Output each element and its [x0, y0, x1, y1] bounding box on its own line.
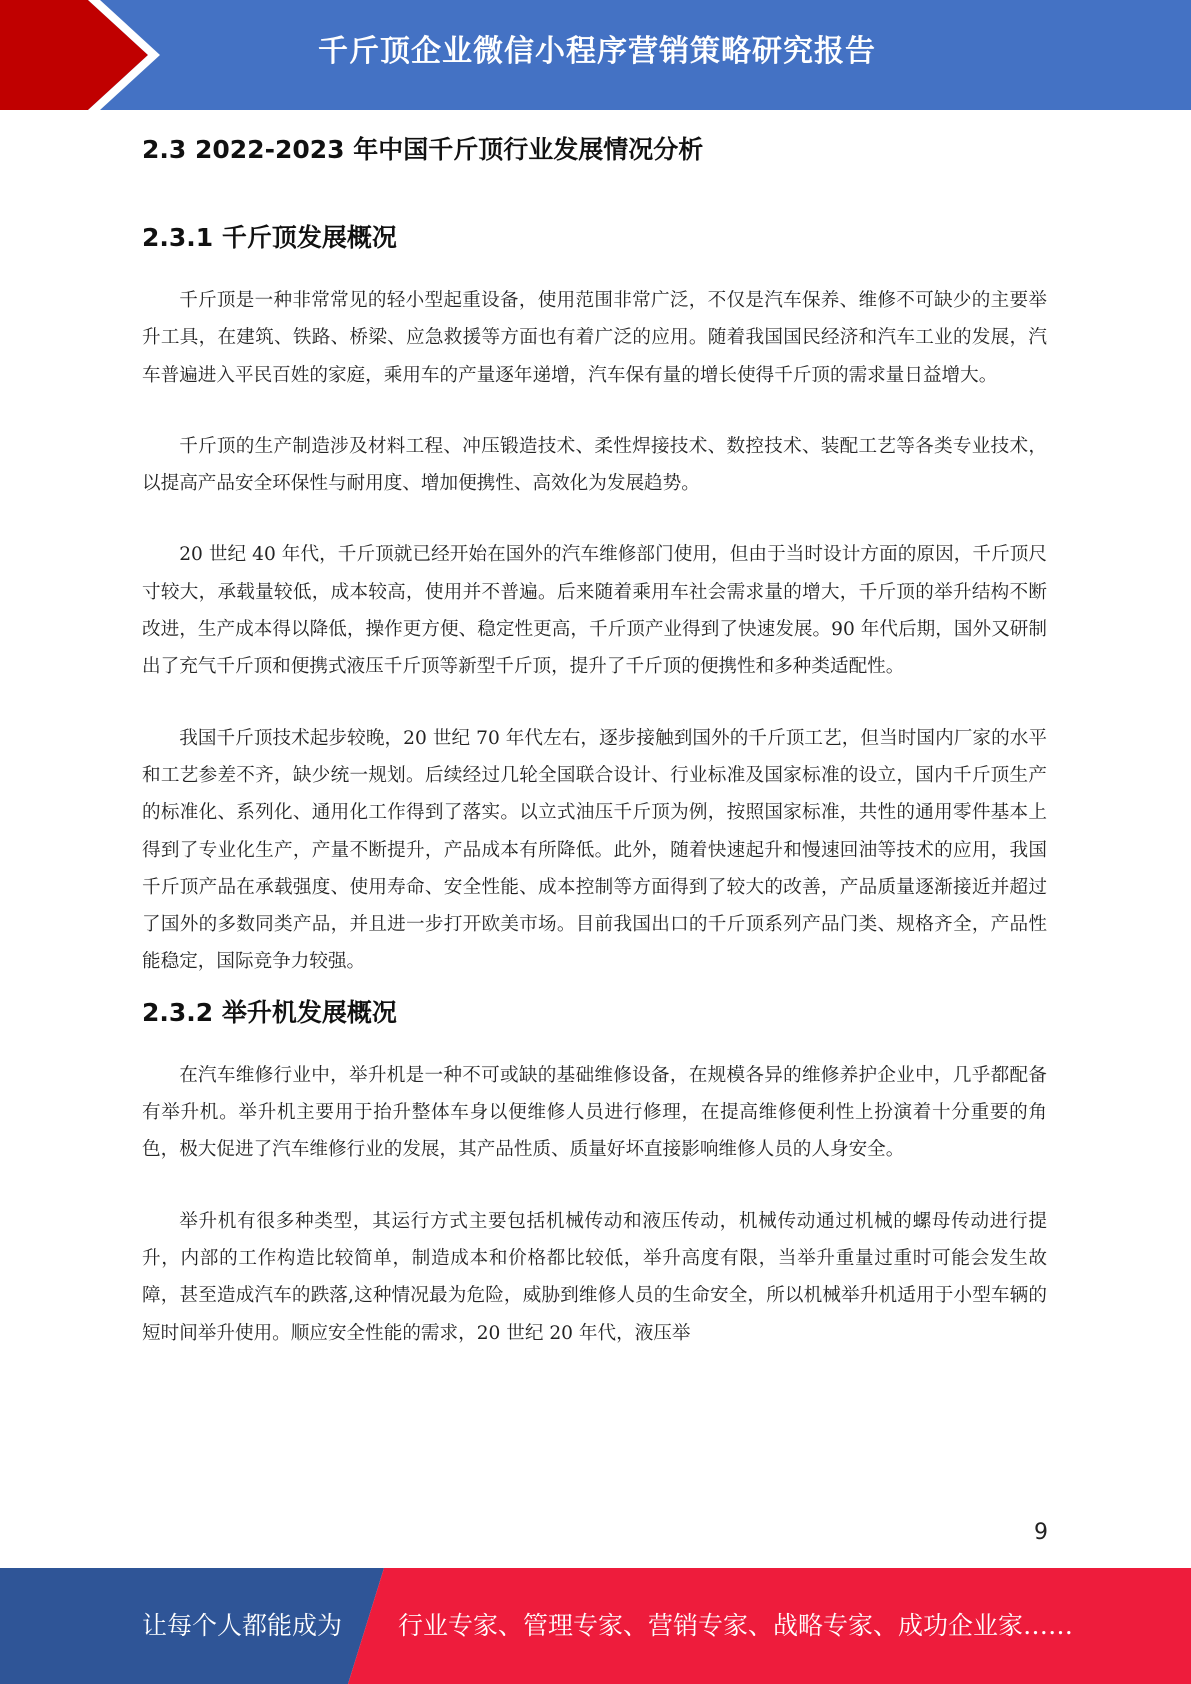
- page-footer: [0, 1568, 1191, 1684]
- paragraph: 千斤顶的生产制造涉及材料工程、冲压锻造技术、柔性焊接技术、数控技术、装配工艺等各类专业技术，以提高产品安全环保性与耐用度、增加便携性、高效化为发展趋势。: [142, 435, 1047, 495]
- paragraph: 我国千斤顶技术起步较晚，20 世纪 70 年代左右，逐步接触到国外的千斤顶工艺，但当时国内厂家的水平和工艺参差不齐，缺少统一规划。后续经过几轮全国联合设计、行业标准及国家标准的设立，国内千斤顶生产的标准化、系列化、通用化工作得到了落实。以立式油压千斤顶为例，按照国家标准，共性的通用零件基本上得到了专业化生产，产量不断提升，产品成本有所降低。此外，随着快速起升和慢速回油等技术的应用，我国千斤顶产品在承载强度、使用寿命、安全性能、成本控制等方面得到了较大的改善，产品质量逐渐接近并超过了国外的多数同类产品，并且进一步打开欧美市场。目前我国出口的千斤顶系列产品门类、规格齐全，产品性能稳定，国际竞争力较强。: [142, 727, 1047, 973]
- subsection-title-1: 2.3.1 千斤顶发展概况: [142, 223, 397, 252]
- paragraph: 举升机有很多种类型，其运行方式主要包括机械传动和液压传动，机械传动通过机械的螺母传动进行提升，内部的工作构造比较简单，制造成本和价格都比较低，举升高度有限，当举升重量过重时可能会发生故障，甚至造成汽车的跌落,这种情况最为危险，威胁到维修人员的生命安全，所以机械举升机适用于小型车辆的短时间举升使用。顺应安全性能的需求，20 世纪 20 年代，液压举: [142, 1210, 1047, 1344]
- header-title: 千斤顶企业微信小程序营销策略研究报告: [318, 34, 876, 69]
- document-body: [142, 130, 1047, 1386]
- footer-slogan-left: 让每个人都能成为: [142, 1611, 343, 1640]
- paragraph: 在汽车维修行业中，举升机是一种不可或缺的基础维修设备，在规模各异的维修养护企业中，几乎都配备有举升机。举升机主要用于抬升整体车身以便维修人员进行修理，在提高维修便利性上扮演着十分重要的角色，极大促进了汽车维修行业的发展，其产品性质、质量好坏直接影响维修人员的人身安全。: [142, 1064, 1047, 1161]
- paragraph: 千斤顶是一种非常常见的轻小型起重设备，使用范围非常广泛，不仅是汽车保养、维修不可缺少的主要举升工具，在建筑、铁路、桥梁、应急救援等方面也有着广泛的应用。随着我国国民经济和汽车工业的发展，汽车普遍进入平民百姓的家庭，乘用车的产量逐年递增，汽车保有量的增长使得千斤顶的需求量日益增大。: [142, 290, 1047, 386]
- paragraph: 20 世纪 40 年代，千斤顶就已经开始在国外的汽车维修部门使用，但由于当时设计方面的原因，千斤顶尺寸较大，承载量较低，成本较高，使用并不普遍。后来随着乘用车社会需求量的增大，千斤顶的举升结构不断改进，生产成本得以降低，操作更方便、稳定性更高，千斤顶产业得到了快速发展。90 年代后期，国外又研制出了充气千斤顶和便携式液压千斤顶等新型千斤顶，提升了千斤顶的便携性和多种类适配性。: [142, 544, 1047, 678]
- page-header: [0, 0, 1191, 110]
- footer-slogan-right: 行业专家、管理专家、营销专家、战略专家、成功企业家……: [398, 1611, 1074, 1640]
- page-number: 9: [1034, 1520, 1048, 1545]
- subsection-title-2: 2.3.2 举升机发展概况: [142, 997, 397, 1027]
- section-title: 2.3 2022-2023 年中国千斤顶行业发展情况分析: [142, 135, 704, 164]
